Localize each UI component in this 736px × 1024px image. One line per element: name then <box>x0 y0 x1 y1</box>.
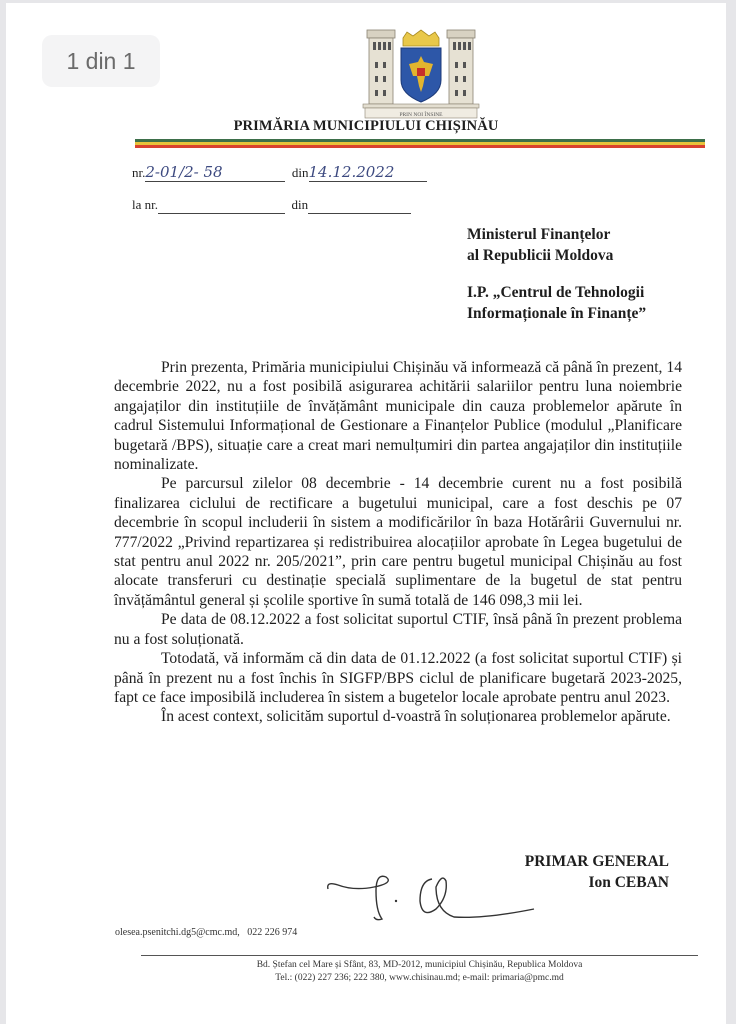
handwritten-signature-icon <box>324 871 544 931</box>
page-counter-text: 1 din 1 <box>66 47 136 74</box>
institution-title: PRIMĂRIA MUNICIPIULUI CHIȘINĂU <box>233 118 499 134</box>
recipient-ctif-line2: Informaționale în Finanțe” <box>467 305 647 322</box>
executor-contact <box>115 927 297 938</box>
recipient-ministry-line2: al Republicii Moldova <box>467 247 614 264</box>
recipient-ctif-line1: I.P. „Centrul de Tehnologii <box>467 284 645 301</box>
document-page <box>6 3 726 1024</box>
executor-email: olesea.psenitchi.dg5@cmc.md, <box>115 927 240 938</box>
recipient-ministry <box>467 224 613 266</box>
executor-phone: 022 226 974 <box>247 927 298 938</box>
tricolor-divider <box>135 139 705 148</box>
chisinau-coat-of-arms-icon <box>361 28 481 120</box>
incoming-reference <box>132 197 411 214</box>
paragraph: Prin prezenta, Primăria municipiului Chișinău vă informează că până în prezent, 14 decembrie 2022, nu a fost posibilă asigurarea achitării salariilor pentru luna noiembrie angajaților din instituțiile de învățământ municipale din cauza problemelor apărute în cadrul Sistemului Informațional de Gestionare a Finanțelor Publice (modulul „Planificare bugetară /BPS), situație care a creat mari nemulțumiri din partea angajaților din instituțiile nominalizate. <box>114 359 682 474</box>
din-value: 14.12.2022 <box>308 163 395 181</box>
page-counter-badge <box>42 35 160 87</box>
signatory-position: PRIMAR GENERAL <box>524 853 669 870</box>
paragraph: Totodată, vă informăm că din data de 01.12.2022 (a fost solicitat suportul CTIF) și până în prezent nu a fost închis în SIGFP/BPS ciclul de planificare bugetară 2023-2025, fapt ce face imposibilă includerea în sistem a bugetelor locale aprobate pentru anul 2023. <box>114 650 682 706</box>
left-tower-icon <box>367 30 395 104</box>
letter-body <box>114 358 682 727</box>
recipient-ministry-line1: Ministerul Finanțelor <box>467 226 611 243</box>
nr-label: nr. <box>132 165 146 180</box>
paragraph: Pe data de 08.12.2022 a fost solicitat suportul CTIF, însă până în prezent problema nu a fost soluționată. <box>114 611 682 648</box>
paragraph: Pe parcursul zilelor 08 decembrie - 14 decembrie curent nu a fost posibilă finalizarea ciclului de rectificare a bugetului municipal, care a fost deschis pe 07 decembrie în scopul includerii în sistem a modificărilor în baza Hotărârii Guvernului nr. 777/2022 „Privind repartizarea și redistribuirea alocațiilor aprobate în Legea bugetului de stat pentru anul 2022 nr. 205/2021”, prin care pentru bugetul municipal Chișinău au fost alocate transferuri cu destinație specială suplimentare de la bugetul de stat pentru învățământul general și școlile sportive în sumă totală de 146 098,3 mii lei. <box>114 475 682 609</box>
tricolor-stripe-red <box>135 145 705 148</box>
din-label: din <box>291 165 309 180</box>
footer-divider <box>141 955 698 956</box>
footer <box>141 959 698 985</box>
footer-contacts: Tel.: (022) 227 236; 222 380, www.chisinau.md; e-mail: primaria@pmc.md <box>275 973 564 983</box>
signatory-block <box>525 851 669 893</box>
outgoing-reference <box>132 163 427 182</box>
la-nr-label: la nr. <box>132 197 158 212</box>
la-din-label: din <box>291 197 309 212</box>
recipient-ctif <box>467 282 646 324</box>
crown-icon <box>403 30 439 46</box>
paragraph: În acest context, solicităm suportul d-voastră în soluționarea problemelor apărute. <box>161 708 671 726</box>
footer-address: Bd. Ștefan cel Mare și Sfânt, 83, MD-2012, municipiul Chișinău, Republica Moldova <box>256 960 583 970</box>
signatory-name: Ion CEBAN <box>588 874 669 891</box>
right-tower-icon <box>447 30 475 104</box>
motto-text: PRIN NOI ÎNSINE <box>399 112 443 118</box>
nr-value: 2-01/2- 58 <box>145 163 223 181</box>
